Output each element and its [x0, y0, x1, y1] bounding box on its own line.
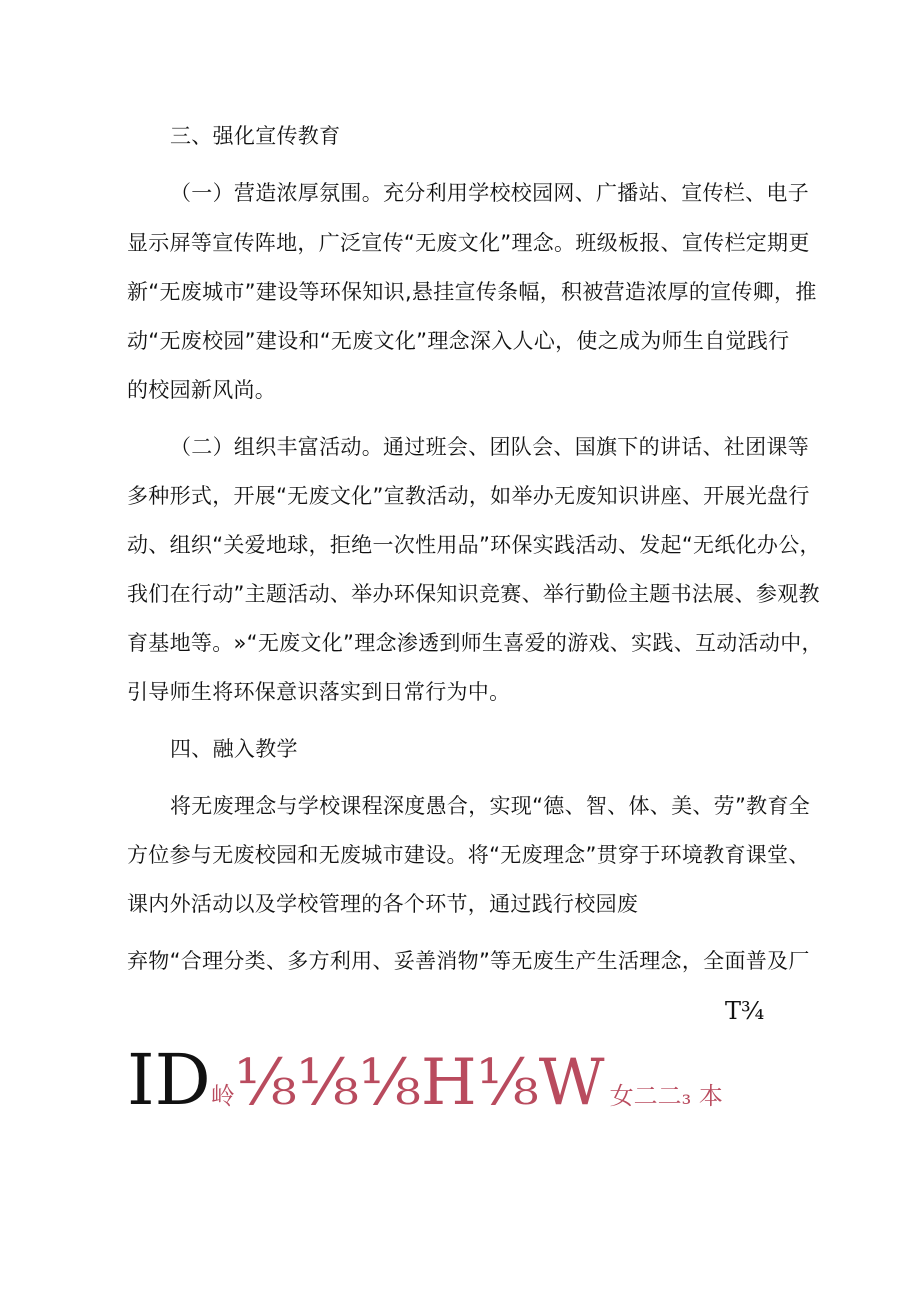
paragraph-line: 育基地等。»“无废文化”理念渗透到师生喜爱的游戏、实践、互动活动中， [127, 631, 823, 655]
paragraph-line: （一）营造浓厚氛围。充分利用学校校园网、广播站、宣传栏、电子 [170, 181, 809, 205]
paragraph-line: 的校园新风尚。 [127, 378, 277, 402]
section3-heading: 三、强化宣传教育 [170, 124, 341, 148]
ocr-artifact-garbled-line [127, 1040, 723, 1120]
paragraph-line: 动“无废校园”建设和“无废文化”理念深入人心，使之成为师生自觉践行 [127, 329, 790, 353]
artifact-small-ling: 岭 [210, 1082, 235, 1110]
artifact-fraction: ⅛ [234, 1046, 297, 1120]
paragraph-line: 显示屏等宣传阵地，广泛宣传“无废文化”理念。班级板报、宣传栏定期更 [127, 231, 810, 255]
artifact-fraction: ⅛ [296, 1046, 359, 1120]
artifact-letter-h: H [420, 1046, 477, 1120]
paragraph-line: 我们在行动”主题活动、举办环保知识竞赛、举行勤俭主题书法展、参观教 [127, 582, 820, 606]
artifact-letter-w: W [538, 1046, 605, 1120]
paragraph-line: 课内外活动以及学校管理的各个环节，通过践行校园废 [127, 892, 639, 916]
artifact-fraction: ⅛ [476, 1046, 539, 1120]
paragraph-line: 引导师生将环保意识落实到日常行为中。 [127, 680, 511, 704]
paragraph-line: 将无废理念与学校课程深度愚合，实现“德、智、体、美、劳”教育全 [170, 794, 811, 818]
paragraph-line: 方位参与无废校园和无废城市建设。将“无废理念”贯穿于环境教育课堂、 [127, 843, 810, 867]
section4-heading: 四、融入教学 [170, 737, 298, 761]
paragraph-line: （二）组织丰富活动。通过班会、团队会、国旗下的讲话、社团课等 [170, 435, 809, 459]
artifact-tail: 女二二₃ 本 [609, 1082, 723, 1110]
paragraph-line: 多种形式，开展“无废文化”宣教活动，如举办无废知识讲座、开展光盘行 [127, 484, 810, 508]
artifact-big-id: ID [127, 1039, 211, 1121]
paragraph-line: 动、组织“关爱地球，拒绝一次性用品”环保实践活动、发起“无纸化办公， [127, 533, 821, 557]
ocr-artifact-t34: T¾ [725, 997, 765, 1025]
paragraph-line: 弃物“合理分类、多方利用、妥善消物”等无废生产生活理念，全面普及厂 [127, 949, 810, 973]
artifact-fraction: ⅛ [358, 1046, 421, 1120]
paragraph-line: 新“无废城市”建设等环保知识,悬挂宣传条幅，积被营造浓厚的宣传卿，推 [127, 280, 817, 304]
